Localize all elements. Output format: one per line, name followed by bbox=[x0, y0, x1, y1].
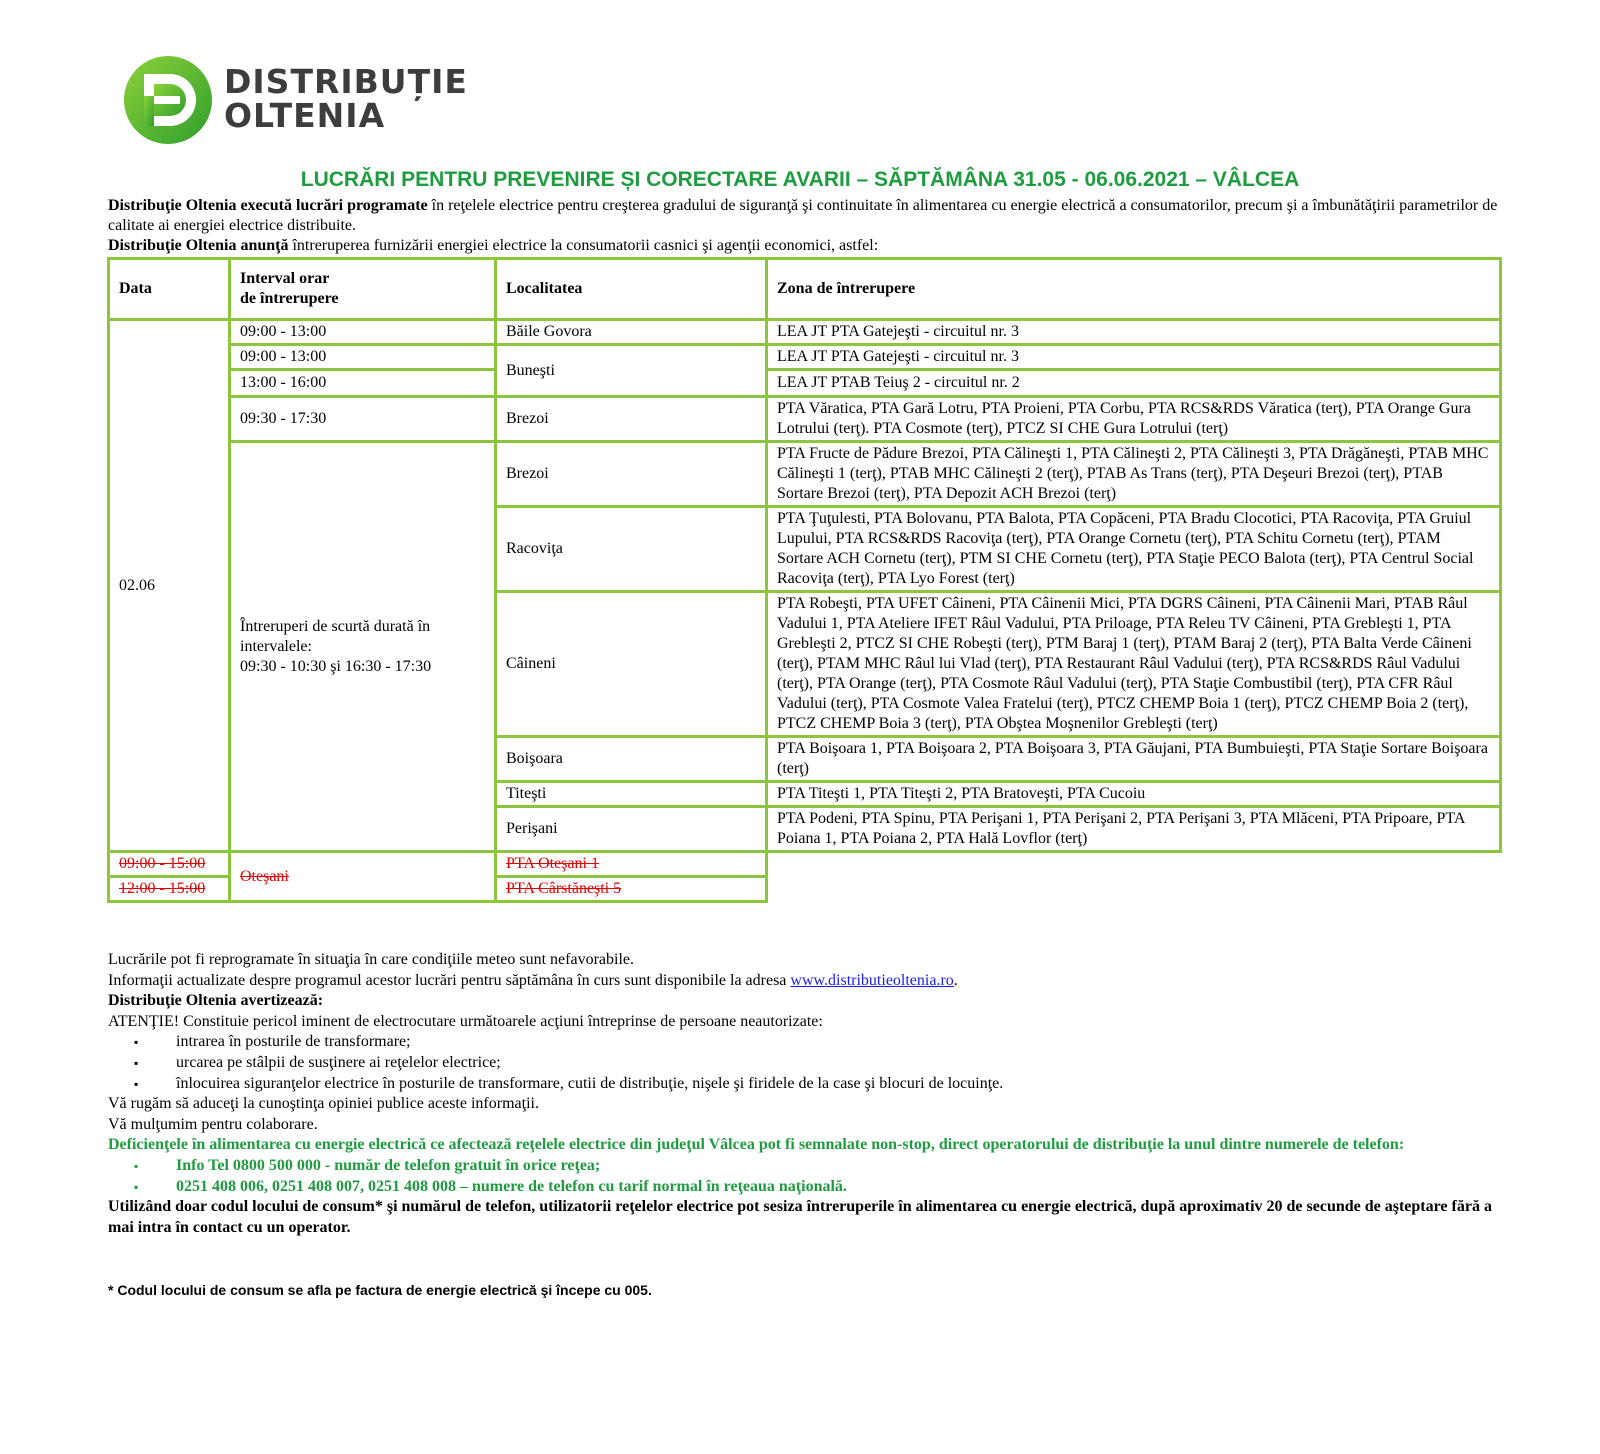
time-cell: 09:00 - 15:00 bbox=[109, 852, 230, 877]
logo-text-line2: OLTENIA bbox=[224, 96, 386, 135]
zone-cell: LEA JT PTA Gatejeşti - circuitul nr. 3 bbox=[767, 320, 1501, 345]
zone-cell: LEA JT PTA Gatejeşti - circuitul nr. 3 bbox=[767, 345, 1501, 370]
locality-cell: Câineni bbox=[496, 592, 767, 737]
list-item: ▪ urcarea pe stâlpii de susţinere ai reţelelor electrice; bbox=[108, 1053, 1508, 1074]
zone-cell: PTA Robeşti, PTA UFET Câineni, PTA Câinenii Mici, PTA DGRS Câineni, PTA Câinenii Mari, PTAB Râul Vadului 1, PTA Ateliere IFET Râul Vadului, PTA Priloage, PTA Releu TV Câineni, PTA Grebleşti 1, PTA Grebleşti 2, PTCZ SI CHE Robeşti (terţ), PTM Baraj 1 (terţ), PTAM Baraj 2 (terţ), PTA Balta Verde Câineni (terţ), PTAM MHC Râul lui Vlad (terţ), PTA Restaurant Râul Vadului (terţ), PTA RCS&RDS Râul Vadului (terţ), PTA Orange (terţ), PTA Cosmote Râul Vadului (terţ), PTA Staţie Combustibil (terţ), PTA CFR Râul Vadului (terţ), PTA Cosmote Valea Fratelui (terţ), PTCZ CHEMP Boia 1 (terţ), PTCZ CHEMP Boia 2 (terţ), PTCZ CHEMP Boia 3 (terţ), PTA Obştea Moşnenilor Grebleşti (terţ) bbox=[767, 592, 1501, 737]
website-link[interactable]: www.distributieoltenia.ro bbox=[790, 971, 954, 989]
self-report-note: Utilizând doar codul locului de consum* şi numărul de telefon, utilizatorii reţelelor electrice pot sesiza întreruperile în alimentarea cu energie electrică, după aproximativ 20 de secunde de aşteptare fără a mai intra în contact cu un operator. bbox=[108, 1198, 1492, 1236]
zone-cell: PTA Ţuţulesti, PTA Bolovanu, PTA Balota, PTA Copăceni, PTA Bradu Clocotici, PTA Racoviţa, PTA Gruiul Lupului, PTA RCS&RDS Racoviţa (terţ), PTA Orange Cornetu (terţ), PTA Schitu Cornetu (terţ), PTAM Sortare ACH Cornetu (terţ), PTM SI CHE Cornetu (terţ), PTA Staţie PECO Balota (terţ), PTA Centrul Social Racoviţa (terţ), PTA Lyo Forest (terţ) bbox=[767, 507, 1501, 592]
zone-cell: PTA Cârstăneşti 5 bbox=[496, 877, 767, 902]
header-locality: Localitatea bbox=[496, 259, 767, 320]
table-row bbox=[109, 370, 1501, 397]
company-logo bbox=[120, 52, 468, 147]
footnote: * Codul locului de consum se afla pe factura de energie electrică şi începe cu 005. bbox=[108, 1282, 652, 1298]
request-note: Vă rugăm să aduceţi la cunoştinţa opiniei publice aceste informaţii. bbox=[108, 1095, 539, 1113]
header-date: Data bbox=[109, 259, 230, 320]
zone-cell: PTA Oteşani 1 bbox=[496, 852, 767, 877]
table-header-row bbox=[109, 259, 1501, 320]
zone-cell: PTA Titeşti 1, PTA Titeşti 2, PTA Bratoveşti, PTA Cucoiu bbox=[767, 782, 1501, 807]
logo-text-line1: DISTRIBUȚIE bbox=[224, 62, 468, 101]
warning-text: ATENŢIE! Constituie pericol iminent de electrocutare următoarele acţiuni întreprinse de persoane neautorizate: bbox=[108, 1012, 823, 1030]
time-cell: 09:00 - 13:00 bbox=[230, 345, 496, 370]
intro-p2-bold: Distribuţie Oltenia anunţă bbox=[108, 237, 289, 254]
weather-note: Lucrările pot fi reprogramate în situaţia în care condiţiile meteo sunt nefavorabile. bbox=[108, 951, 635, 968]
warning-list bbox=[108, 1032, 1508, 1094]
intro-p1-rest: în reţelele electrice pentru creşterea gradului de siguranţă şi continuitate în alimentarea cu energie electrică a consumatorilor, precum şi a îmbunătăţirii parametrilor de calitate ai energiei electrice distribuite. bbox=[108, 197, 1498, 234]
locality-cell: Oteşani bbox=[230, 852, 496, 902]
time-cell: 12:00 - 15:00 bbox=[109, 877, 230, 902]
table-row bbox=[109, 345, 1501, 370]
phone-list bbox=[108, 1156, 1508, 1197]
page-title: LUCRĂRI PENTRU PREVENIRE ȘI CORECTARE AVARII – SĂPTĂMÂNA 31.05 - 06.06.2021 – VÂLCEA bbox=[300, 168, 1300, 191]
locality-cell: Perişani bbox=[496, 807, 767, 852]
report-note: Deficienţele în alimentarea cu energie electrică ce afectează reţelele electrice din judeţul Vâlcea pot fi semnalate non-stop, direct operatorului de distribuţie la unul dintre numerele de telefon: bbox=[108, 1136, 1405, 1154]
table-row bbox=[109, 320, 1501, 345]
table-row bbox=[109, 442, 1501, 507]
locality-cell: Brezoi bbox=[496, 397, 767, 442]
header-interval: Interval orar de întrerupere bbox=[230, 259, 496, 320]
list-item: ▪ intrarea în posturile de transformare; bbox=[108, 1032, 1508, 1053]
short-interruptions-cell: Întreruperi de scurtă durată în intervalele: 09:30 - 10:30 şi 16:30 - 17:30 bbox=[230, 442, 496, 852]
footer-notes bbox=[108, 950, 1508, 1238]
time-cell: 13:00 - 16:00 bbox=[230, 370, 496, 397]
table-row bbox=[109, 397, 1501, 442]
warning-heading: Distribuţie Oltenia avertizează: bbox=[108, 992, 324, 1010]
list-item: ▪ înlocuirea siguranţelor electrice în posturile de transformare, cutii de distribuţie, nişele şi firidele de la case şi blocuri de locuinţe. bbox=[108, 1074, 1508, 1095]
time-cell: 09:30 - 17:30 bbox=[230, 397, 496, 442]
info-note: Informaţii actualizate despre programul acestor lucrări pentru săptămâna în curs sunt disponibile la adresa www.distributieoltenia.ro. bbox=[108, 971, 958, 989]
locality-cell: Boişoara bbox=[496, 737, 767, 782]
logo-mark-icon bbox=[120, 52, 216, 148]
thanks-note: Vă mulţumim pentru colaborare. bbox=[108, 1115, 318, 1133]
locality-cell: Băile Govora bbox=[496, 320, 767, 345]
zone-cell: PTA Podeni, PTA Spinu, PTA Perişani 1, PTA Perişani 2, PTA Perişani 3, PTA Mlăceni, PTA Pripoare, PTA Poiana 1, PTA Poiana 2, PTA Hală Lovflor (terţ) bbox=[767, 807, 1501, 852]
locality-cell: Titeşti bbox=[496, 782, 767, 807]
intro-text bbox=[108, 196, 1508, 256]
date-cell: 02.06 bbox=[109, 320, 230, 852]
zone-cell: PTA Văratica, PTA Gară Lotru, PTA Proieni, PTA Corbu, PTA RCS&RDS Văratica (terţ), PTA Orange Gura Lotrului (terţ). PTA Cosmote (terţ), PTCZ SI CHE Gura Lotrului (terţ) bbox=[767, 397, 1501, 442]
intro-p1-bold: Distribuţie Oltenia execută lucrări programate bbox=[108, 197, 428, 214]
list-item: ▪ 0251 408 006, 0251 408 007, 0251 408 008 – numere de telefon cu tarif normal în reţeaua naţională. bbox=[108, 1177, 1508, 1198]
intro-p2-rest: întreruperea furnizării energiei electrice la consumatorii casnici şi agenţii economici, astfel: bbox=[288, 237, 879, 254]
schedule-table bbox=[107, 257, 1502, 903]
zone-cell: PTA Fructe de Pădure Brezoi, PTA Călineşti 1, PTA Călineşti 2, PTA Călineşti 3, PTA Drăgăneşti, PTAB MHC Călineşti 1 (terţ), PTAB MHC Călineşti 2 (terţ), PTAB As Trans (terţ), PTA Deşeuri Brezoi (terţ), PTAB Sortare Brezoi (terţ), PTA Depozit ACH Brezoi (terţ) bbox=[767, 442, 1501, 507]
table-row bbox=[109, 852, 1501, 877]
header-zone: Zona de întrerupere bbox=[767, 259, 1501, 320]
locality-cell: Buneşti bbox=[496, 345, 767, 397]
locality-cell: Brezoi bbox=[496, 442, 767, 507]
zone-cell: PTA Boişoara 1, PTA Boişoara 2, PTA Boişoara 3, PTA Găujani, PTA Bumbuieşti, PTA Staţie Sortare Boişoara (terţ) bbox=[767, 737, 1501, 782]
locality-cell: Racoviţa bbox=[496, 507, 767, 592]
time-cell: 09:00 - 13:00 bbox=[230, 320, 496, 345]
zone-cell: LEA JT PTAB Teiuş 2 - circuitul nr. 2 bbox=[767, 370, 1501, 397]
list-item: ▪ Info Tel 0800 500 000 - număr de telefon gratuit în orice reţea; bbox=[108, 1156, 1508, 1177]
